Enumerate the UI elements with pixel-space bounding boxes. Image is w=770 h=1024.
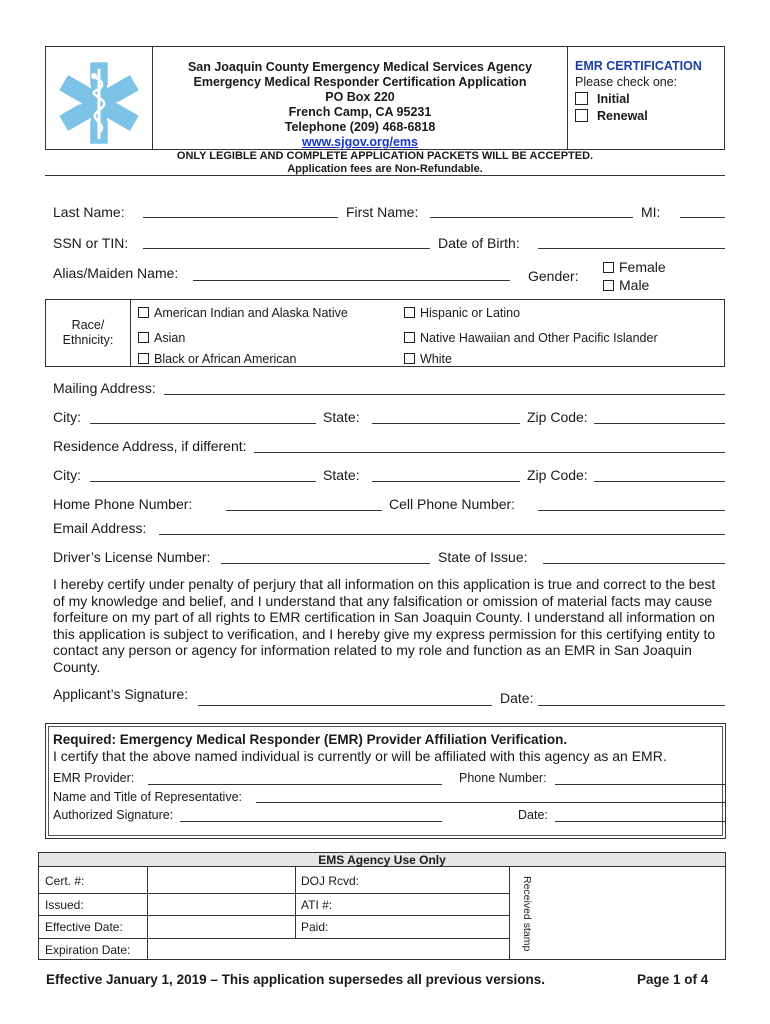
race-white[interactable] bbox=[404, 352, 452, 366]
american-indian-label: American Indian and Alaska Native bbox=[154, 306, 348, 320]
renewal-label: Renewal bbox=[597, 109, 648, 123]
black-label: Black or African American bbox=[154, 352, 297, 366]
emr-provider-field[interactable] bbox=[148, 784, 442, 785]
affiliation-phone-field[interactable] bbox=[555, 784, 725, 785]
mailing-address-label: Mailing Address: bbox=[53, 380, 156, 396]
residence-state-label: State: bbox=[323, 467, 360, 483]
cert-number-label: Cert. #: bbox=[45, 874, 85, 888]
male-checkbox[interactable] bbox=[603, 280, 614, 291]
certification-statement: I hereby certify under penalty of perjury that all information on this application is true and correct to the best of my knowledge and belief, and I understand that any falsification or omission of material facts may cause forfeiture on my part of all rights to EMR certification in San Joaquin County. I understand all information on this application is subject to verification, and I hereby give my express permission for this certifying entity to contact any person or agency for information related to my role and function as an EMR in San Joaquin County. bbox=[53, 576, 716, 675]
footer-page-number: Page 1 of 4 bbox=[637, 972, 709, 987]
renewal-option[interactable] bbox=[575, 108, 723, 125]
telephone: Telephone (209) 468-6818 bbox=[284, 120, 436, 134]
american-indian-checkbox[interactable] bbox=[138, 307, 149, 318]
issued-label: Issued: bbox=[45, 898, 84, 912]
email-field[interactable] bbox=[159, 534, 725, 535]
race-label-line1: Race/ bbox=[71, 318, 105, 332]
email-label: Email Address: bbox=[53, 520, 147, 536]
paid-label: Paid: bbox=[301, 920, 329, 934]
affiliation-statement: I certify that the above named individual is currently or will be affiliated with this agency as an EMR. bbox=[53, 748, 667, 764]
zip-field[interactable] bbox=[594, 423, 725, 424]
footer-effective: Effective January 1, 2019 – This application supersedes all previous versions. bbox=[46, 972, 545, 987]
license-field[interactable] bbox=[221, 563, 430, 564]
agency-row-line-2 bbox=[38, 915, 510, 916]
dob-field[interactable] bbox=[538, 248, 725, 249]
notice-fees: Application fees are Non-Refundable. bbox=[287, 163, 483, 175]
residence-zip-field[interactable] bbox=[594, 481, 725, 482]
initial-checkbox[interactable] bbox=[575, 92, 588, 105]
dob-label: Date of Birth: bbox=[438, 235, 520, 251]
agency-use-title: EMS Agency Use Only bbox=[318, 853, 446, 867]
hispanic-label: Hispanic or Latino bbox=[420, 306, 521, 320]
license-label: Driver’s License Number: bbox=[53, 549, 211, 565]
form-title: Emergency Medical Responder Certification Application bbox=[193, 75, 527, 89]
affiliation-title: Required: Emergency Medical Responder (EMR) Provider Affiliation Verification. bbox=[53, 732, 568, 747]
asian-checkbox[interactable] bbox=[138, 332, 149, 343]
residence-address-field[interactable] bbox=[254, 452, 725, 453]
mailing-address-field[interactable] bbox=[164, 394, 725, 395]
state-of-issue-field[interactable] bbox=[543, 563, 725, 564]
po-box: PO Box 220 bbox=[325, 90, 395, 104]
female-option[interactable] bbox=[603, 259, 666, 275]
male-label: Male bbox=[619, 277, 650, 293]
applicant-signature-field[interactable] bbox=[198, 705, 492, 706]
affiliation-date-field[interactable] bbox=[555, 821, 725, 822]
city-field[interactable] bbox=[90, 423, 316, 424]
agency-name: San Joaquin County Emergency Medical Services Agency bbox=[187, 60, 533, 74]
notice-rule bbox=[45, 175, 725, 176]
male-option[interactable] bbox=[603, 277, 649, 293]
website-link[interactable]: www.sjgov.org/ems bbox=[302, 135, 418, 149]
residence-state-field[interactable] bbox=[372, 481, 520, 482]
city-line: French Camp, CA 95231 bbox=[288, 105, 432, 119]
representative-label: Name and Title of Representative: bbox=[53, 790, 242, 804]
effective-date-label: Effective Date: bbox=[45, 920, 123, 934]
alias-field[interactable] bbox=[193, 280, 510, 281]
hispanic-checkbox[interactable] bbox=[404, 307, 415, 318]
emr-provider-label: EMR Provider: bbox=[53, 771, 135, 785]
race-label bbox=[46, 318, 130, 348]
initial-label: Initial bbox=[597, 92, 630, 106]
agency-col-line-1 bbox=[147, 867, 148, 960]
expiration-date-label: Expiration Date: bbox=[45, 943, 131, 957]
last-name-label: Last Name: bbox=[53, 204, 125, 220]
applicant-date-field[interactable] bbox=[538, 705, 725, 706]
doj-rcvd-label: DOJ Rcvd: bbox=[301, 874, 360, 888]
mi-label: MI: bbox=[641, 204, 661, 220]
cert-box-instruction: Please check one: bbox=[575, 75, 678, 89]
header-center bbox=[153, 60, 567, 150]
agency-row-line-3 bbox=[38, 938, 510, 939]
star-of-life-logo bbox=[54, 58, 144, 148]
residence-address-label: Residence Address, if different: bbox=[53, 438, 247, 454]
residence-city-field[interactable] bbox=[90, 481, 316, 482]
mi-field[interactable] bbox=[680, 217, 725, 218]
female-label: Female bbox=[619, 259, 666, 275]
native-hawaiian-checkbox[interactable] bbox=[404, 332, 415, 343]
header-divider-right bbox=[567, 46, 568, 150]
asian-label: Asian bbox=[154, 331, 186, 345]
agency-col-line-2 bbox=[295, 867, 296, 938]
home-phone-label: Home Phone Number: bbox=[53, 496, 193, 512]
cell-phone-label: Cell Phone Number: bbox=[389, 496, 516, 512]
ati-number-label: ATI #: bbox=[301, 898, 333, 912]
native-hawaiian-label: Native Hawaiian and Other Pacific Islander bbox=[420, 331, 658, 345]
agency-col-line-3 bbox=[509, 867, 510, 960]
race-table-divider bbox=[130, 299, 131, 367]
race-black[interactable] bbox=[138, 352, 296, 366]
female-checkbox[interactable] bbox=[603, 262, 614, 273]
zip-label: Zip Code: bbox=[527, 409, 588, 425]
last-name-field[interactable] bbox=[143, 217, 338, 218]
residence-zip-label: Zip Code: bbox=[527, 467, 588, 483]
agency-row-line-1 bbox=[38, 893, 510, 894]
state-field[interactable] bbox=[372, 423, 520, 424]
gender-label: Gender: bbox=[528, 268, 579, 284]
white-checkbox[interactable] bbox=[404, 353, 415, 364]
race-native-hawaiian[interactable] bbox=[404, 331, 658, 345]
notice-legible: ONLY LEGIBLE AND COMPLETE APPLICATION PACKETS WILL BE ACCEPTED. bbox=[176, 150, 594, 162]
initial-option[interactable] bbox=[575, 91, 723, 108]
ssn-field[interactable] bbox=[143, 248, 430, 249]
state-label: State: bbox=[323, 409, 360, 425]
alias-label: Alias/Maiden Name: bbox=[53, 265, 179, 281]
applicant-date-label: Date: bbox=[500, 690, 534, 706]
ssn-label: SSN or TIN: bbox=[53, 235, 129, 251]
received-stamp-label: Received stamp bbox=[521, 876, 533, 952]
white-label: White bbox=[420, 352, 452, 366]
home-phone-field[interactable] bbox=[226, 510, 382, 511]
renewal-checkbox[interactable] bbox=[575, 109, 588, 122]
race-hispanic[interactable] bbox=[404, 306, 520, 320]
applicant-signature-label: Applicant’s Signature: bbox=[53, 686, 189, 702]
first-name-field[interactable] bbox=[430, 217, 633, 218]
state-of-issue-label: State of Issue: bbox=[438, 549, 528, 565]
cert-box-title: EMR CERTIFICATION bbox=[575, 59, 702, 73]
authorized-signature-field[interactable] bbox=[180, 821, 442, 822]
affiliation-date-label: Date: bbox=[518, 808, 548, 822]
black-checkbox[interactable] bbox=[138, 353, 149, 364]
authorized-signature-label: Authorized Signature: bbox=[53, 808, 174, 822]
race-label-line2: Ethnicity: bbox=[62, 333, 114, 347]
agency-use-table bbox=[38, 852, 726, 960]
first-name-label: First Name: bbox=[346, 204, 419, 220]
race-american-indian[interactable] bbox=[138, 306, 348, 320]
residence-city-label: City: bbox=[53, 467, 81, 483]
affiliation-phone-label: Phone Number: bbox=[459, 771, 547, 785]
cell-phone-field[interactable] bbox=[538, 510, 725, 511]
city-label: City: bbox=[53, 409, 81, 425]
race-asian[interactable] bbox=[138, 331, 185, 345]
representative-field[interactable] bbox=[256, 802, 725, 803]
cert-type-box bbox=[575, 59, 723, 125]
